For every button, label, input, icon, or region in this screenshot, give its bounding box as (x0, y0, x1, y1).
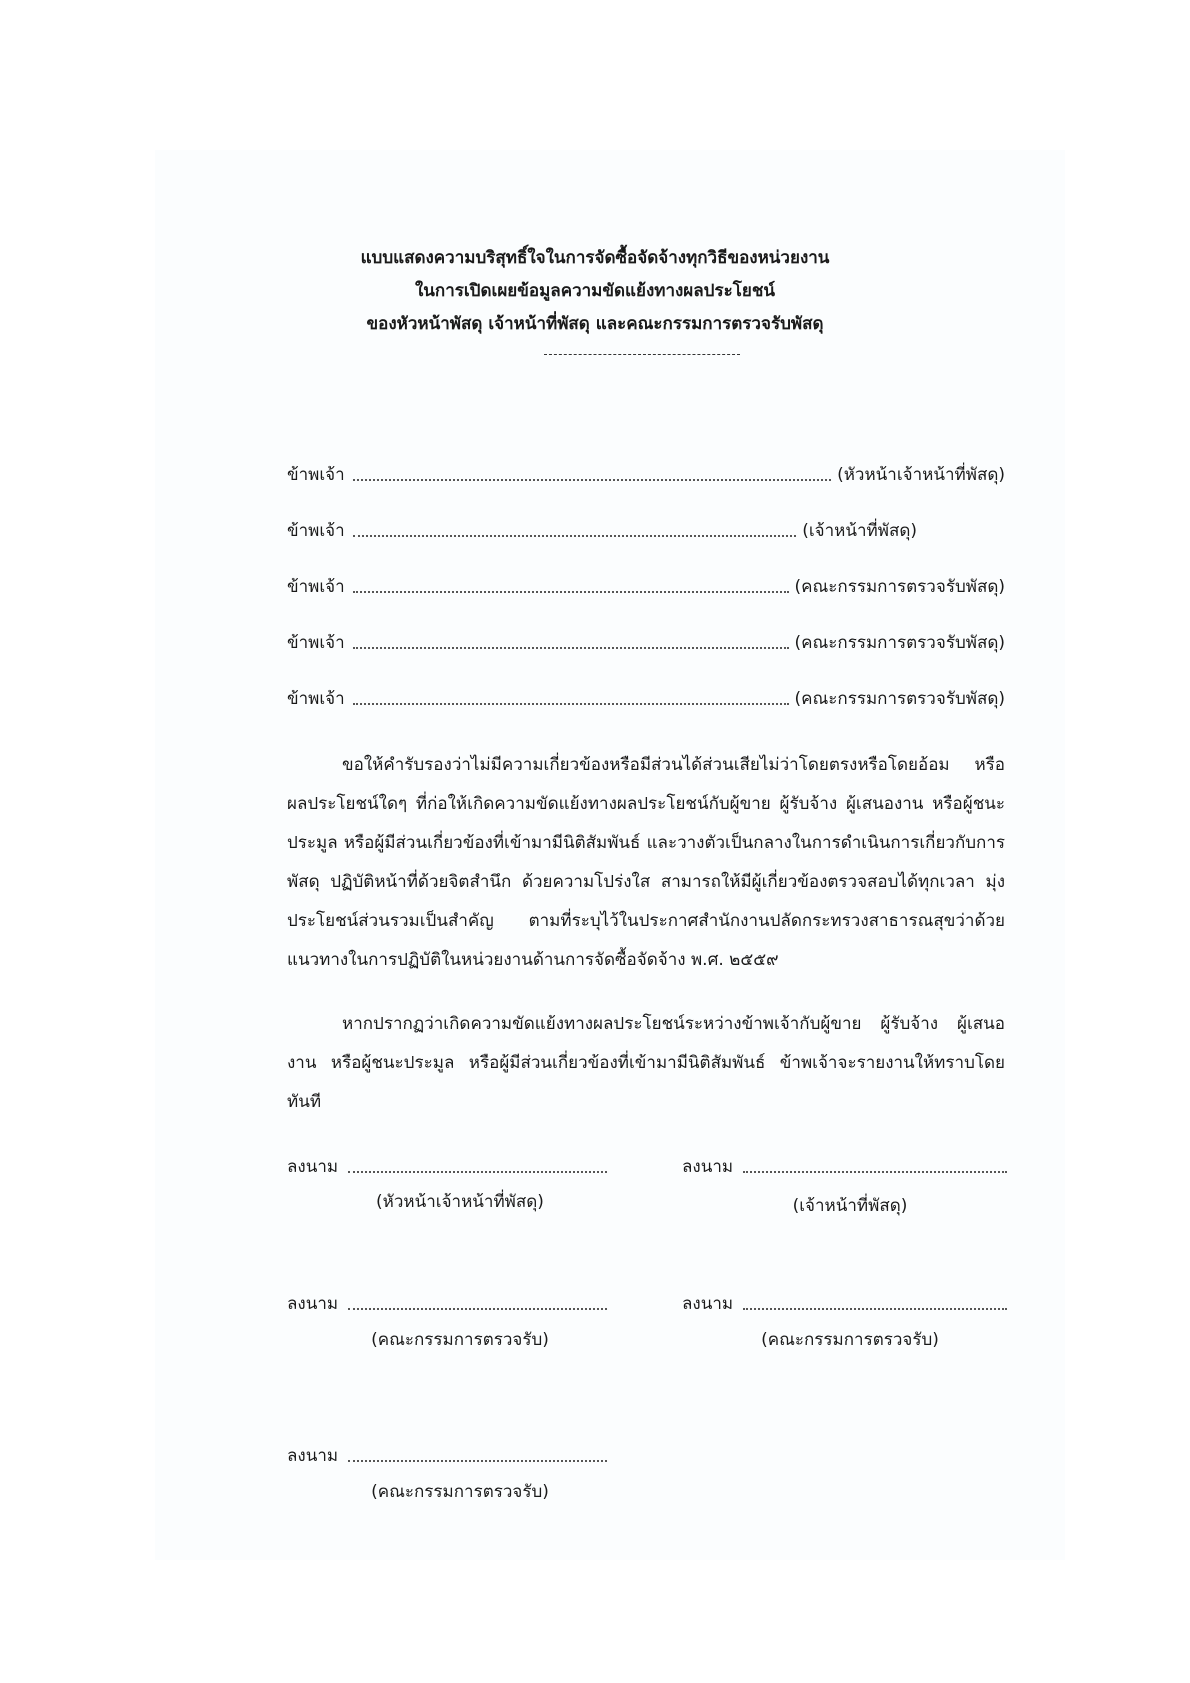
declarer-row (287, 458, 1005, 488)
form-title-line-2: ในการเปิดเผยข้อมูลความขัดแย้งทางผลประโยชน์ (414, 281, 775, 301)
declarer-role: (หัวหน้าเจ้าหน้าที่พัสดุ) (837, 465, 1005, 485)
signature-label: ลงนาม (682, 1294, 734, 1314)
declarer-role: (คณะกรรมการตรวจรับพัสดุ) (794, 689, 1005, 709)
name-fill-line[interactable] (353, 702, 789, 705)
signature-line (682, 1287, 1007, 1317)
declarer-row (287, 514, 917, 544)
declarer-row (287, 570, 1005, 600)
signature-line (287, 1287, 607, 1317)
signature-fill-line[interactable] (743, 1170, 1007, 1173)
signature-label: ลงนาม (682, 1157, 734, 1177)
declarer-row (287, 626, 1005, 656)
signature-role: (คณะกรรมการตรวจรับ) (371, 1482, 549, 1502)
signature-label: ลงนาม (287, 1294, 339, 1314)
declarer-label: ข้าพเจ้า (287, 577, 345, 597)
name-fill-line[interactable] (353, 590, 789, 593)
signature-role: (คณะกรรมการตรวจรับ) (371, 1330, 549, 1350)
signature-line (287, 1150, 607, 1180)
declarer-role: (คณะกรรมการตรวจรับพัสดุ) (794, 577, 1005, 597)
signature-role: (หัวหน้าเจ้าหน้าที่พัสดุ) (376, 1192, 544, 1212)
declarer-label: ข้าพเจ้า (287, 465, 345, 485)
declarer-role: (คณะกรรมการตรวจรับพัสดุ) (794, 633, 1005, 653)
declarer-role: (เจ้าหน้าที่พัสดุ) (802, 521, 917, 541)
name-fill-line[interactable] (353, 478, 831, 481)
declarer-label: ข้าพเจ้า (287, 689, 345, 709)
signature-fill-line[interactable] (348, 1307, 607, 1310)
form-title-line-3: ของหัวหน้าพัสดุ เจ้าหน้าที่พัสดุ และคณะกรรมการตรวจรับพัสดุ (366, 314, 824, 334)
form-title-line-1: แบบแสดงความบริสุทธิ์ใจในการจัดซื้อจัดจ้างทุกวิธีของหน่วยงาน (360, 248, 830, 268)
signature-fill-line[interactable] (348, 1459, 607, 1462)
declarer-row (287, 682, 1005, 712)
declarer-label: ข้าพเจ้า (287, 521, 345, 541)
signature-role: (เจ้าหน้าที่พัสดุ) (792, 1196, 908, 1216)
conflict-report-paragraph: หากปรากฏว่าเกิดความขัดแย้งทางผลประโยชน์ระหว่างข้าพเจ้ากับผู้ขาย ผู้รับจ้าง ผู้เสนองาน หรือผู้ชนะประมูล หรือผู้มีส่วนเกี่ยวข้องที่เข้ามามีนิติสัมพันธ์ ข้าพเจ้าจะรายงานให้ทราบโดยทันที (287, 1014, 1005, 1112)
signature-fill-line[interactable] (743, 1307, 1007, 1310)
declarer-label: ข้าพเจ้า (287, 633, 345, 653)
certification-paragraph: ขอให้คำรับรองว่าไม่มีความเกี่ยวข้องหรือมีส่วนได้ส่วนเสียไม่ว่าโดยตรงหรือโดยอ้อม หรือผลประโยชน์ใดๆ ที่ก่อให้เกิดความขัดแย้งทางผลประโยชน์กับผู้ขาย ผู้รับจ้าง ผู้เสนองาน หรือผู้ชนะประมูล หรือผู้มีส่วนเกี่ยวข้องที่เข้ามามีนิติสัมพันธ์ และวางตัวเป็นกลางในการดำเนินการเกี่ยวกับการพัสดุ ปฏิบัติหน้าที่ด้วยจิตสำนึก ด้วยความโปร่งใส สามารถให้มีผู้เกี่ยวข้องตรวจสอบได้ทุกเวลา มุ่งประโยชน์ส่วนรวมเป็นสำคัญ ตามที่ระบุไว้ในประกาศสำนักงานปลัดกระทรวงสาธารณสุขว่าด้วยแนวทางในการปฏิบัติในหน่วยงานด้านการจัดซื้อจัดจ้าง พ.ศ. ๒๕๕๙ (287, 755, 1005, 970)
signature-role: (คณะกรรมการตรวจรับ) (761, 1330, 939, 1350)
name-fill-line[interactable] (353, 646, 789, 649)
signature-label: ลงนาม (287, 1157, 339, 1177)
signature-line (287, 1439, 607, 1469)
title-underline (544, 354, 740, 355)
signature-label: ลงนาม (287, 1446, 339, 1466)
signature-line (682, 1150, 1007, 1180)
name-fill-line[interactable] (353, 534, 797, 537)
signature-fill-line[interactable] (348, 1170, 607, 1173)
